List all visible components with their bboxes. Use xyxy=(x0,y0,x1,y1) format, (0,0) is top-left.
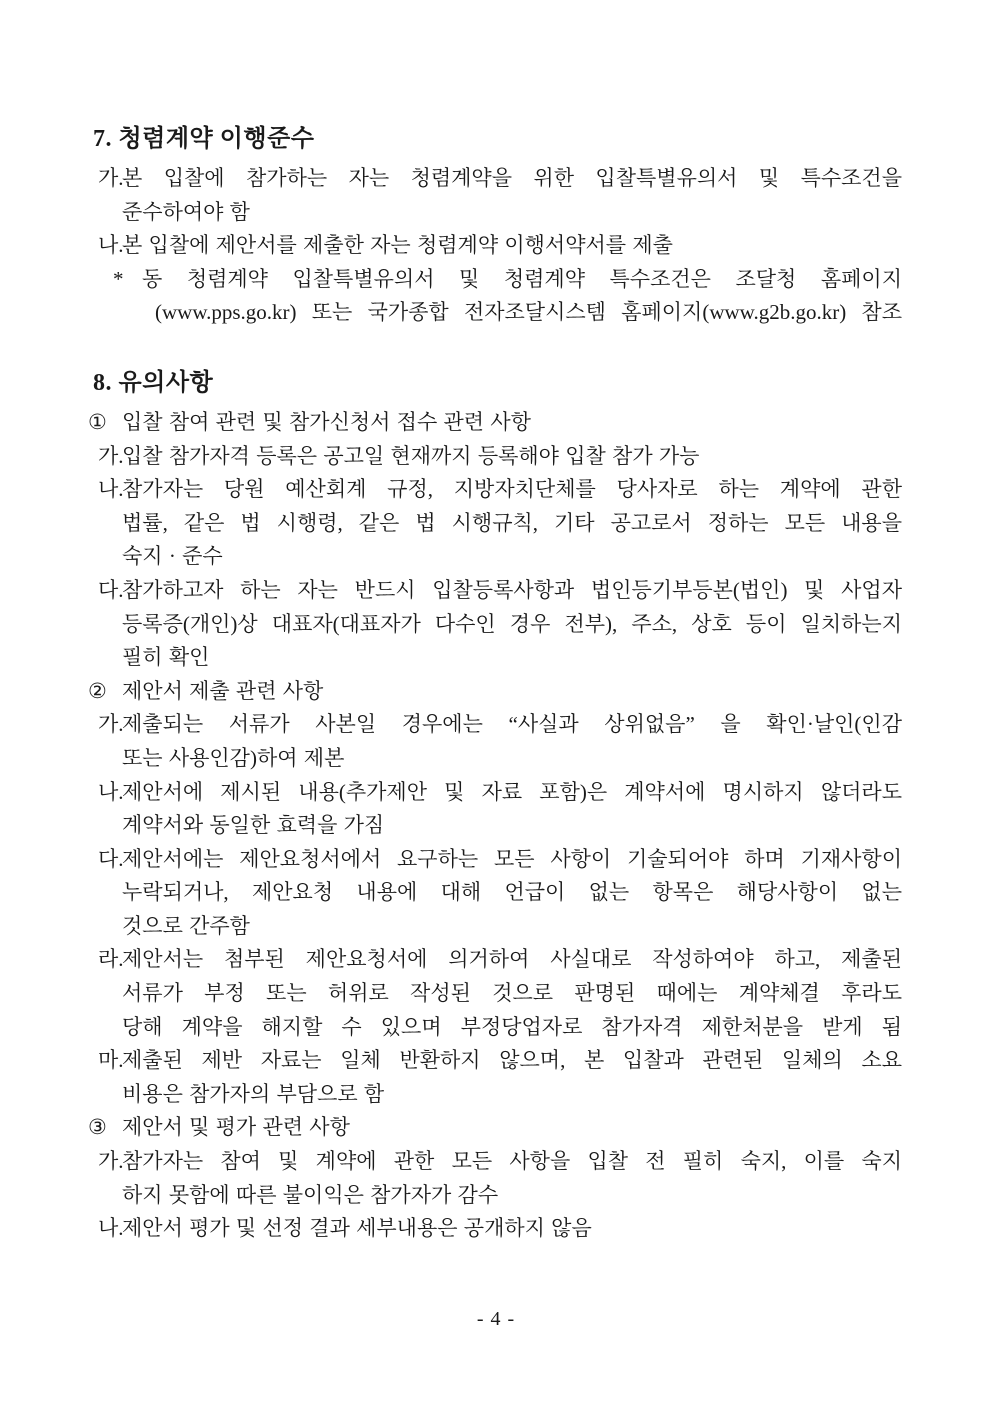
line-text: 것으로 간주함 xyxy=(122,913,250,938)
item-8-2-ga xyxy=(98,708,902,775)
line-text: 제안서는 첨부된 제안요청서에 의거하여 사실대로 작성하여야 하고, 제출된 xyxy=(122,947,902,972)
item-8-2-na xyxy=(98,776,902,843)
text-line xyxy=(98,876,902,910)
line-text: 참가자는 참여 및 계약에 관한 모든 사항을 입찰 전 필히 숙지, 이를 숙지 xyxy=(122,1149,902,1174)
item-8-circle-3 xyxy=(88,1111,902,1145)
circled-number-marker: ① xyxy=(88,409,107,434)
line-text: 참가하고자 하는 자는 반드시 입찰등록사항과 법인등기부등본(법인) 및 사업자 xyxy=(122,577,902,602)
item-8-3-ga xyxy=(98,1145,902,1212)
item-marker: 가. xyxy=(98,1149,124,1174)
line-text: (www.pps.go.kr) 또는 국가종합 전자조달시스템 홈페이지(www.g2b.go.kr) 참조 xyxy=(155,300,902,325)
text-line xyxy=(98,1212,902,1246)
section-7-heading: 7. 청렴계약 이행준수 xyxy=(93,126,315,152)
item-marker: 나. xyxy=(98,779,124,804)
line-text: 제안서 및 평가 관련 사항 xyxy=(122,1115,350,1140)
item-8-1-na xyxy=(98,473,902,574)
line-text: 본 입찰에 제안서를 제출한 자는 청렴계약 이행서약서를 제출 xyxy=(122,233,673,258)
line-text: 제안서 제출 관련 사항 xyxy=(122,678,324,703)
item-marker: 가. xyxy=(98,166,124,190)
line-text: 숙지 · 준수 xyxy=(122,544,223,569)
line-text: 필히 확인 xyxy=(122,645,210,670)
text-line xyxy=(98,473,902,507)
item-marker: 나. xyxy=(98,477,124,502)
text-line xyxy=(98,1044,902,1078)
text-line xyxy=(98,1078,902,1112)
line-text: 제출된 제반 자료는 일체 반환하지 않으며, 본 입찰과 관련된 일체의 소요 xyxy=(122,1048,902,1073)
item-marker: 다. xyxy=(98,846,124,871)
text-line xyxy=(98,440,902,474)
section-8-heading: 8. 유의사항 xyxy=(93,369,214,396)
text-line xyxy=(88,1111,902,1145)
line-text: 법률, 같은 법 시행령, 같은 법 시행규칙, 기타 공고로서 정하는 모든 내용을 xyxy=(122,510,902,535)
item-8-1-ga xyxy=(98,440,902,474)
circled-number-marker: ② xyxy=(88,678,107,703)
text-line xyxy=(98,1179,902,1213)
text-line xyxy=(98,708,902,742)
text-line xyxy=(98,809,902,843)
text-line xyxy=(88,675,902,709)
text-line xyxy=(113,296,902,330)
text-line xyxy=(98,162,902,196)
text-line xyxy=(98,977,902,1011)
item-8-circle-1 xyxy=(88,406,902,440)
item-marker: 가. xyxy=(98,443,124,468)
line-text: 입찰 참가자격 등록은 공고일 현재까지 등록해야 입찰 참가 가능 xyxy=(122,443,700,468)
line-text: 입찰 참여 관련 및 참가신청서 접수 관련 사항 xyxy=(122,409,531,434)
text-line xyxy=(98,574,902,608)
line-text: 또는 사용인감)하여 제본 xyxy=(122,745,345,770)
line-text: 제안서에는 제안요청서에서 요구하는 모든 사항이 기술되어야 하며 기재사항이 xyxy=(122,846,902,871)
asterisk-marker: * xyxy=(113,266,124,291)
item-8-circle-2 xyxy=(88,675,902,709)
text-line xyxy=(98,196,902,230)
item-8-2-ra xyxy=(98,943,902,1044)
line-text: 누락되거나, 제안요청 내용에 대해 언급이 없는 항목은 해당사항이 없는 xyxy=(122,880,902,905)
item-marker: 다. xyxy=(98,577,124,602)
line-text: 하지 못함에 따른 불이익은 참가자가 감수 xyxy=(122,1182,499,1207)
text-line xyxy=(98,1145,902,1179)
text-line xyxy=(88,406,902,440)
text-line xyxy=(98,843,902,877)
line-text: 비용은 참가자의 부담으로 함 xyxy=(122,1081,385,1106)
circled-number-marker: ③ xyxy=(88,1115,107,1140)
text-line xyxy=(98,540,902,574)
text-line xyxy=(98,229,902,263)
item-marker: 나. xyxy=(98,1216,124,1241)
line-text: 제출되는 서류가 사본일 경우에는 “사실과 상위없음” 을 확인·날인(인감 xyxy=(122,712,902,737)
item-8-2-ma xyxy=(98,1044,902,1111)
item-marker: 마. xyxy=(98,1048,124,1073)
line-text: 계약서와 동일한 효력을 가짐 xyxy=(122,813,385,838)
item-8-3-na xyxy=(98,1212,902,1246)
line-text: 본 입찰에 참가하는 자는 청렴계약을 위한 입찰특별유의서 및 특수조건을 xyxy=(122,166,902,190)
line-text: 동 청렴계약 입찰특별유의서 및 청렴계약 특수조건은 조달청 홈페이지 xyxy=(142,266,902,291)
text-line xyxy=(98,507,902,541)
text-line xyxy=(98,608,902,642)
item-marker: 나. xyxy=(98,233,124,258)
item-marker: 라. xyxy=(98,947,124,972)
line-text: 서류가 부정 또는 허위로 작성된 것으로 판명된 때에는 계약체결 후라도 xyxy=(122,981,902,1006)
item-marker: 가. xyxy=(98,712,124,737)
line-text: 등록증(개인)상 대표자(대표자가 다수인 경우 전부), 주소, 상호 등이 일치하는지 xyxy=(122,611,902,636)
page-number: - 4 - xyxy=(476,1308,516,1330)
text-line xyxy=(98,776,902,810)
item-7-note xyxy=(113,263,902,330)
item-7-ga xyxy=(98,162,902,229)
text-line xyxy=(113,263,902,297)
line-text: 제안서 평가 및 선정 결과 세부내용은 공개하지 않음 xyxy=(122,1216,592,1241)
line-text: 당해 계약을 해지할 수 있으며 부정당업자로 참가자격 제한처분을 받게 됨 xyxy=(122,1014,902,1039)
line-text: 제안서에 제시된 내용(추가제안 및 자료 포함)은 계약서에 명시하지 않더라도 xyxy=(122,779,902,804)
text-line xyxy=(98,943,902,977)
line-text: 준수하여야 함 xyxy=(122,199,250,224)
page-content xyxy=(90,0,902,1246)
item-7-na xyxy=(98,229,902,263)
text-line xyxy=(98,910,902,944)
text-line xyxy=(98,742,902,776)
text-line xyxy=(98,1011,902,1045)
item-8-1-da xyxy=(98,574,902,675)
text-line xyxy=(98,641,902,675)
item-8-2-da xyxy=(98,843,902,944)
line-text: 참가자는 당원 예산회계 규정, 지방자치단체를 당사자로 하는 계약에 관한 xyxy=(122,477,902,502)
